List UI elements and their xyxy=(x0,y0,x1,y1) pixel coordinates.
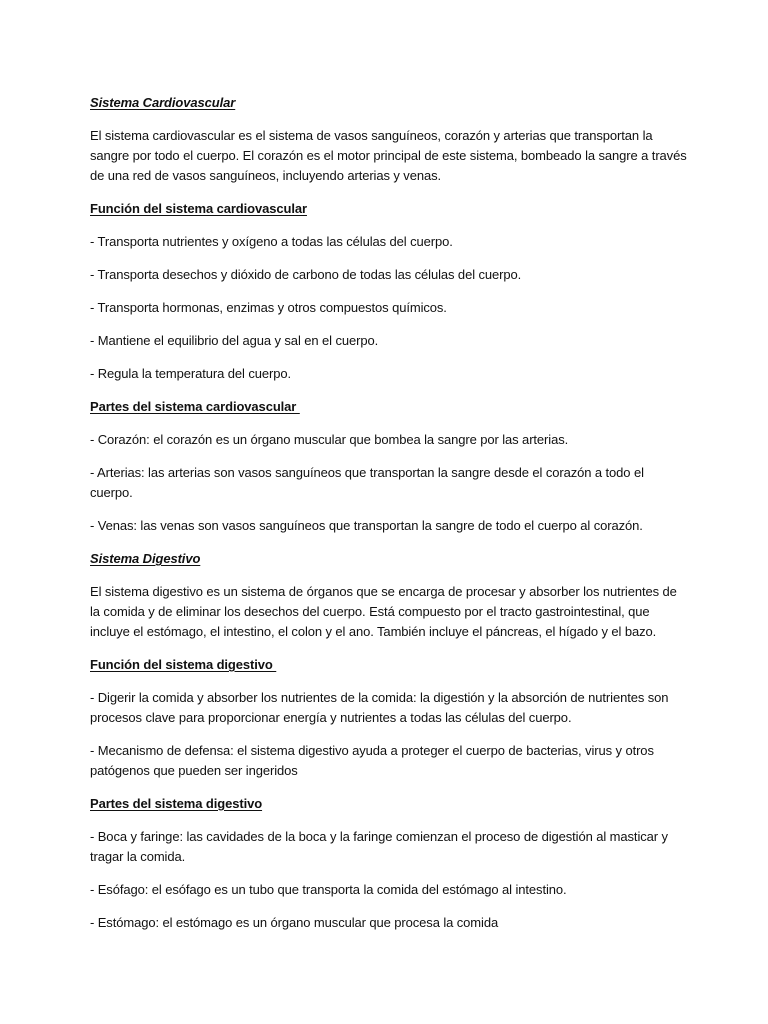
list-item: - Venas: las venas son vasos sanguíneos que transportan la sangre de todo el cuerpo al corazón. xyxy=(90,518,643,533)
heading-digestive-function xyxy=(90,655,690,675)
list-item: - Regula la temperatura del cuerpo. xyxy=(90,366,292,381)
list-item: - Transporta hormonas, enzimas y otros compuestos químicos. xyxy=(90,300,447,315)
heading-digestive-parts xyxy=(90,794,690,814)
list-item: - Digerir la comida y absorber los nutrientes de la comida: la digestión y la absorción de nutrientes son procesos clave para proporcionar energía y nutrientes a todas las células del cuerpo. xyxy=(90,690,669,725)
list-item: - Mantiene el equilibrio del agua y sal en el cuerpo. xyxy=(90,333,379,348)
section-title-text: Sistema Cardiovascular xyxy=(90,95,236,110)
heading-text: Partes del sistema digestivo xyxy=(90,796,263,811)
list-item: - Mecanismo de defensa: el sistema digestivo ayuda a proteger el cuerpo de bacterias, virus y otros patógenos que pueden ser ingeridos xyxy=(90,743,654,778)
list-item: - Esófago: el esófago es un tubo que transporta la comida del estómago al intestino. xyxy=(90,882,567,897)
list-item: - Arterias: las arterias son vasos sanguíneos que transportan la sangre desde el corazón a todo el cuerpo. xyxy=(90,465,644,500)
heading-cardiovascular-function xyxy=(90,199,690,219)
section-title-text: Sistema Digestivo xyxy=(90,551,201,566)
list-item: - Corazón: el corazón es un órgano muscular que bombea la sangre por las arterias. xyxy=(90,432,569,447)
heading-text: Función del sistema digestivo xyxy=(90,657,277,672)
list-item: - Transporta nutrientes y oxígeno a todas las células del cuerpo. xyxy=(90,234,453,249)
heading-cardiovascular-parts xyxy=(90,397,690,417)
section-title-cardiovascular xyxy=(90,93,690,113)
paragraph-digestive-intro: El sistema digestivo es un sistema de órganos que se encarga de procesar y absorber los nutrientes de la comida y de eliminar los desechos del cuerpo. Está compuesto por el tracto gastrointestinal, que incluye el estómago, el intestino, el colon y el ano. También incluye el páncreas, el hígado y el bazo. xyxy=(90,584,677,639)
paragraph-cardiovascular-intro: El sistema cardiovascular es el sistema de vasos sanguíneos, corazón y arterias que transportan la sangre por todo el cuerpo. El corazón es el motor principal de este sistema, bombeado la sangre a través de una red de vasos sanguíneos, incluyendo arterias y venas. xyxy=(90,128,687,183)
list-item: - Boca y faringe: las cavidades de la boca y la faringe comienzan el proceso de digestión al masticar y tragar la comida. xyxy=(90,829,668,864)
heading-text: Función del sistema cardiovascular xyxy=(90,201,307,216)
list-item: - Transporta desechos y dióxido de carbono de todas las células del cuerpo. xyxy=(90,267,522,282)
heading-text: Partes del sistema cardiovascular xyxy=(90,399,300,414)
document-body xyxy=(90,93,690,946)
list-item: - Estómago: el estómago es un órgano muscular que procesa la comida xyxy=(90,915,499,930)
section-title-digestive xyxy=(90,549,690,569)
